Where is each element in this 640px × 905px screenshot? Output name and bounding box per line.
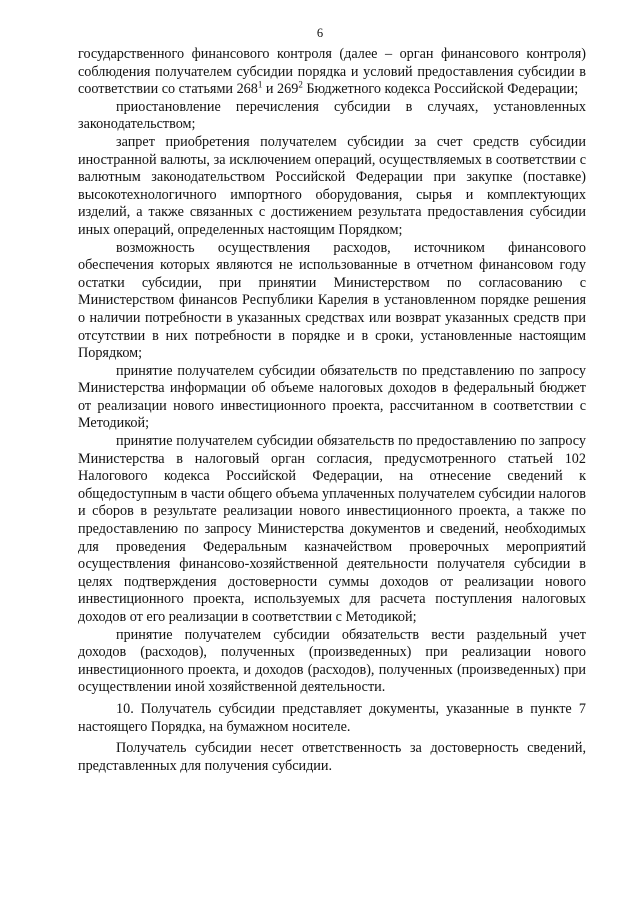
document-body: [78, 46, 586, 775]
paragraph-currency-ban: запрет приобретения получателем субсидии за счет средств субсидии иностранной валюты, за исключением операций, осуществляемых в соответствии с валютным законодательством Российской Федерации при закупке (поставке) высокотехнологичного импортного оборудования, сырья и комплектующих изделий, а также связанных с достижением результата предоставления субсидии иных операций, определенных настоящим Порядком;: [78, 133, 586, 238]
superscript: 1: [257, 79, 263, 90]
paragraph-separate-accounting: принятие получателем субсидии обязательств вести раздельный учет доходов (расходов), полученных (произведенных) при реализации нового инвестиционного проекта, и доходов (расходов), полученных (произведенных) при осуществлении иной хозяйственной деятельности.: [78, 626, 586, 696]
paragraph-state-financial-control: [78, 46, 586, 99]
paragraph-text: и 269: [262, 81, 299, 98]
paragraph-responsibility: Получатель субсидии несет ответственность за достоверность сведений, представленных для получения субсидии.: [78, 740, 586, 774]
page-number: 6: [316, 26, 324, 40]
superscript: 2: [298, 79, 303, 90]
paragraph-tax-info-obligation: принятие получателем субсидии обязательств по представлению по запросу Министерства информации об объеме налоговых доходов в федеральный бюджет от реализации нового инвестиционного проекта, рассчитанном в соответствии с Методикой;: [78, 362, 586, 432]
paragraph-item-10: 10. Получатель субсидии представляет документы, указанные в пункте 7 настоящего Порядка, на бумажном носителе.: [78, 700, 586, 735]
paragraph-suspension: приостановление перечисления субсидии в случаях, установленных законодательством;: [78, 98, 586, 133]
paragraph-tax-consent-obligation: принятие получателем субсидии обязательств по предоставлению по запросу Министерства в налоговый орган согласия, предусмотренного статьей 102 Налогового кодекса Российской Федерации, на отнесение сведений к общедоступным в части общего объема уплаченных получателем субсидии налогов и сборов в результате реализации нового инвестиционного проекта, а также по предоставлению по запросу Министерства документов и сведений, необходимых для проведения Федеральным казначейством проверочных мероприятий осуществления финансово-хозяйственной деятельности получателя субсидии в целях подтверждения достоверности суммы доходов от реализации нового инвестиционного проекта, используемых для расчета поступления налоговых доходов от его реализации в соответствии с Методикой;: [78, 433, 586, 625]
paragraph-text: государственного финансового контроля (далее – орган финансового контроля) соблюдения получателем субсидии порядка и условий предоставления субсидии в соответствии со статьями 268: [78, 46, 586, 98]
paragraph-text: Бюджетного кодекса Российской Федерации;: [302, 81, 579, 98]
paragraph-unused-balances: возможность осуществления расходов, источником финансового обеспечения которых являются не использованные в отчетном финансовом году остатки субсидии, при принятии Министерством по согласованию с Министерством финансов Республики Карелия в установленном порядке решения о наличии потребности в указанных средствах или возврат указанных средств при отсутствии в них потребности в порядке и в сроки, установленные настоящим Порядком;: [78, 239, 586, 362]
